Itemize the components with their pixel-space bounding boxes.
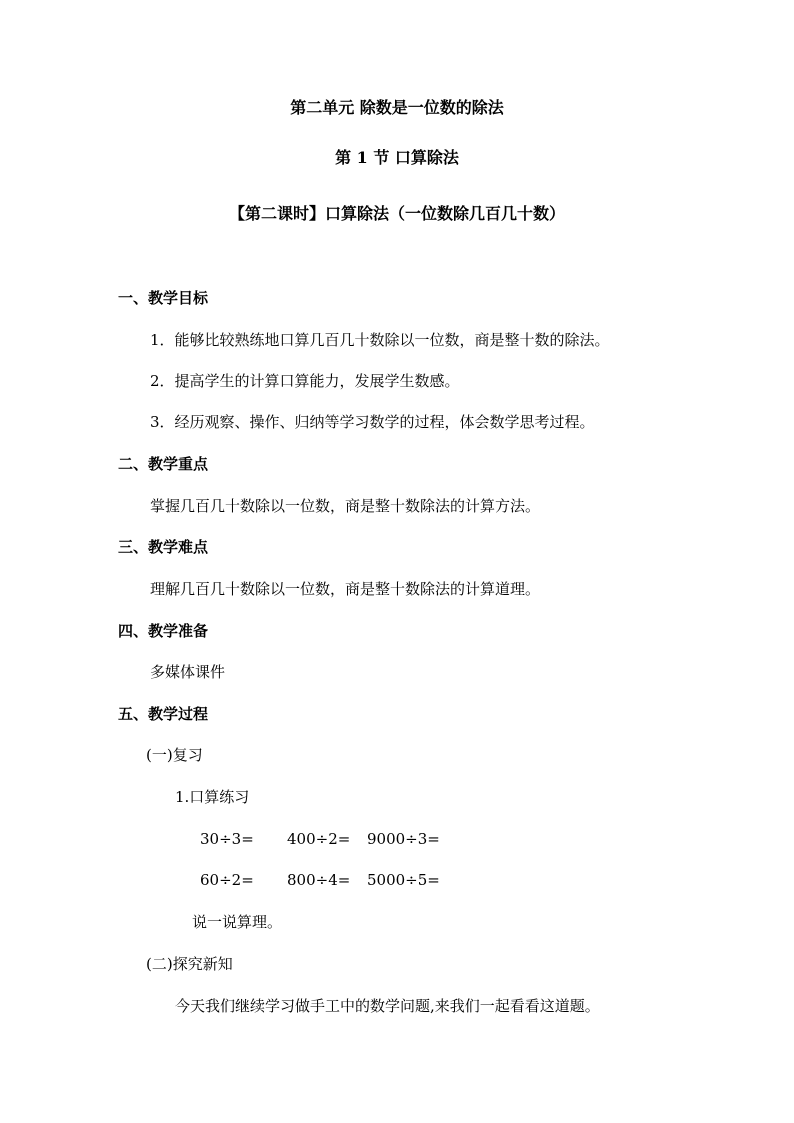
review-label: (一)复习 xyxy=(146,746,203,764)
explore-label: (二)探究新知 xyxy=(146,955,233,973)
say-reasoning-text: 说一说算理。 xyxy=(192,913,283,931)
calc-item: 800÷4= xyxy=(287,871,351,889)
calc-item: 60÷2= xyxy=(200,871,254,889)
explore-text: 今天我们继续学习做手工中的数学问题,来我们一起看看这道题。 xyxy=(175,997,600,1015)
calc-item: 400÷2= xyxy=(287,830,351,848)
heading-preparation: 四、教学准备 xyxy=(118,622,209,640)
goal-item-1: 1．能够比较熟练地口算几百几十数除以一位数，商是整十数的除法。 xyxy=(150,331,610,349)
lesson-title: 【第二课时】口算除法（一位数除几百几十数） xyxy=(228,204,565,223)
calc-item: 9000÷3= xyxy=(367,830,440,848)
heading-teaching-goals: 一、教学目标 xyxy=(118,289,209,307)
preparation-text: 多媒体课件 xyxy=(150,663,226,681)
goal-item-2: 2．提高学生的计算口算能力，发展学生数感。 xyxy=(150,372,460,390)
key-points-text: 掌握几百几十数除以一位数，商是整十数除法的计算方法。 xyxy=(150,497,541,515)
calc-item: 5000÷5= xyxy=(367,871,440,889)
heading-difficult-points: 三、教学难点 xyxy=(118,538,209,556)
heading-teaching-process: 五、教学过程 xyxy=(118,705,209,723)
section-title: 第 1 节 口算除法 xyxy=(335,148,459,167)
practice-label: 1.口算练习 xyxy=(175,788,250,806)
difficult-points-text: 理解几百几十数除以一位数，商是整十数除法的计算道理。 xyxy=(150,580,541,598)
calc-item: 30÷3= xyxy=(200,830,254,848)
heading-key-points: 二、教学重点 xyxy=(118,455,209,473)
goal-item-3: 3．经历观察、操作、归纳等学习数学的过程，体会数学思考过程。 xyxy=(150,413,595,431)
unit-title: 第二单元 除数是一位数的除法 xyxy=(290,98,504,117)
